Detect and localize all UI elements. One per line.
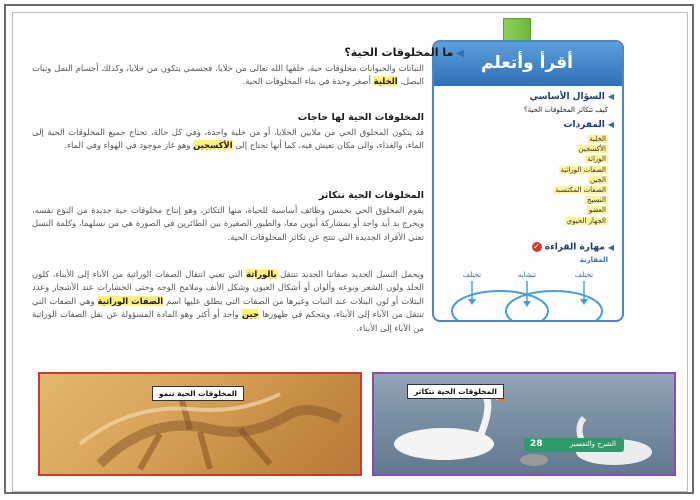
vocabulary-item: الخلية (589, 135, 606, 143)
highlight-term-gene: جين (241, 309, 259, 320)
caption-growing: المخلوقات الحية تنمو (152, 386, 244, 401)
reproduce-paragraph: يقوم المخلوق الحي بخمس وظائف أساسية للحياة، منها التكاثر، وهو إنتاج مخلوقات حية جديدة من النوع نفسه، ويخرج بد أيد واحد أو بمشاركة أبوين معا، والطيور الصغيرة بين الطائرين في الصورة هي من نسلهما، وكلمة النسل تعني الأفراد الجديدة التي تنتج عن تكاثر المخلوقات الحية. (32, 205, 424, 242)
section-question-title: ◀ما المخلوقات الحية؟ (344, 46, 464, 59)
venn-diagram (442, 267, 614, 322)
venn-arrow-head (580, 299, 588, 305)
venn-label-right: تختلف (574, 271, 594, 279)
caption-reproducing: المخلوقات الحية تتكاثر (407, 384, 504, 399)
highlight-term-heredity: بالوراثة (246, 269, 277, 279)
vocabulary-item: الجين (589, 175, 606, 184)
venn-right-circle (506, 291, 602, 322)
venn-arrow-head (468, 299, 476, 305)
vocabulary-item: العضو (588, 206, 606, 215)
highlight-term-cell: الخلية (373, 76, 398, 87)
triangle-bullet-icon: ◀ (607, 242, 614, 252)
page-number: 28 (530, 439, 543, 449)
photo-reproducing-organisms (372, 372, 676, 476)
footer-bar (524, 438, 624, 452)
photo-growing-organisms (38, 372, 362, 476)
check-icon: ✓ (533, 242, 540, 251)
vocabulary-item: الأكسجين (578, 145, 606, 154)
vocabulary-item: النسيج (586, 196, 606, 205)
essential-question-heading: ◀السؤال الأساسي (529, 92, 614, 102)
intro-paragraph: النباتات والحيوانات مخلوقات حية، خلقها الله تعالى من خلايا. فجسمي يتكون من خلايا، وكذلك أجسام النمل ونبات البصل. الخلية أصغر وحدة في بناء المخلوقات الحية. (32, 63, 424, 87)
vocabulary-item: الصفات الوراثية (560, 165, 606, 174)
sidebar-title: أقرأ وأتعلم (481, 53, 573, 73)
highlight-term-traits: الصفات الوراثية (97, 295, 164, 306)
vocabulary-item: الصفات المكتسبة (555, 186, 606, 195)
footer-label: الشرح والتفسير (569, 440, 616, 448)
needs-paragraph: قد يتكون المخلوق الحي من ملايين الخلايا، أو من خلية واحدة، وفي كل حالة، تحتاج جميع المخلوقات الحية إلى الماء، والغذاء، والى مكان تعيش فيه، كما أنها تحتاج إلى الأكسجين وهو غاز موجود في الهواء وفي الماء. (32, 127, 424, 151)
vocabulary-heading: ◀المفردات (563, 120, 614, 130)
reproduce-section-title: المخلوقات الحية تتكاثر (318, 190, 424, 201)
heredity-paragraph: ويحمل النسل الجديد صفاتنا الجديد تنتقل بالوراثة التي تعني انتقال الصفات الوراثية من الآباء إلى الأبناء، كلون الجلد ولون الشعر ونوعه وألوان أو أشكال العيون وشكل الأنف وملامح الوجه وحتى الخشارات عند الأشجار وعدد البتلات أو لون البتلات عند النبات وغيرها من الصفات التي يطلق عليها اسم الصفات الوراثية وهي الصفات التي تنتقل من الآباء إلى الأبناء، ويتحكم في ظهورها جين واحد أو أكثر وهو المادة المسؤولة عن نقل الصفات الوراثية من الآباء إلى الأبناء. (32, 269, 425, 333)
venn-arrow-head (523, 301, 531, 307)
triangle-bullet-icon: ◀ (456, 48, 464, 59)
vocabulary-list (488, 134, 608, 226)
triangle-bullet-icon: ◀ (607, 92, 614, 101)
reading-skill-name: المقارنة (579, 256, 608, 264)
highlight-term-oxygen: الأكسجين (193, 140, 233, 151)
sidebar-panel (432, 40, 624, 322)
needs-section-title: المخلوقات الحية لها حاجات (297, 112, 424, 123)
venn-label-middle: تتشابه (517, 271, 537, 279)
triangle-bullet-icon: ◀ (607, 120, 614, 129)
venn-left-circle (452, 291, 548, 322)
venn-label-left: تختلف (462, 271, 482, 279)
vocabulary-item: الجهاز الحيوي (566, 216, 606, 225)
essential-question-text: كيف تتكاثر المخلوقات الحية؟ (523, 106, 608, 114)
vocabulary-item: الوراثة (587, 155, 606, 164)
reading-skill-heading: ◀مهارة القراءة ✓ (533, 242, 614, 253)
